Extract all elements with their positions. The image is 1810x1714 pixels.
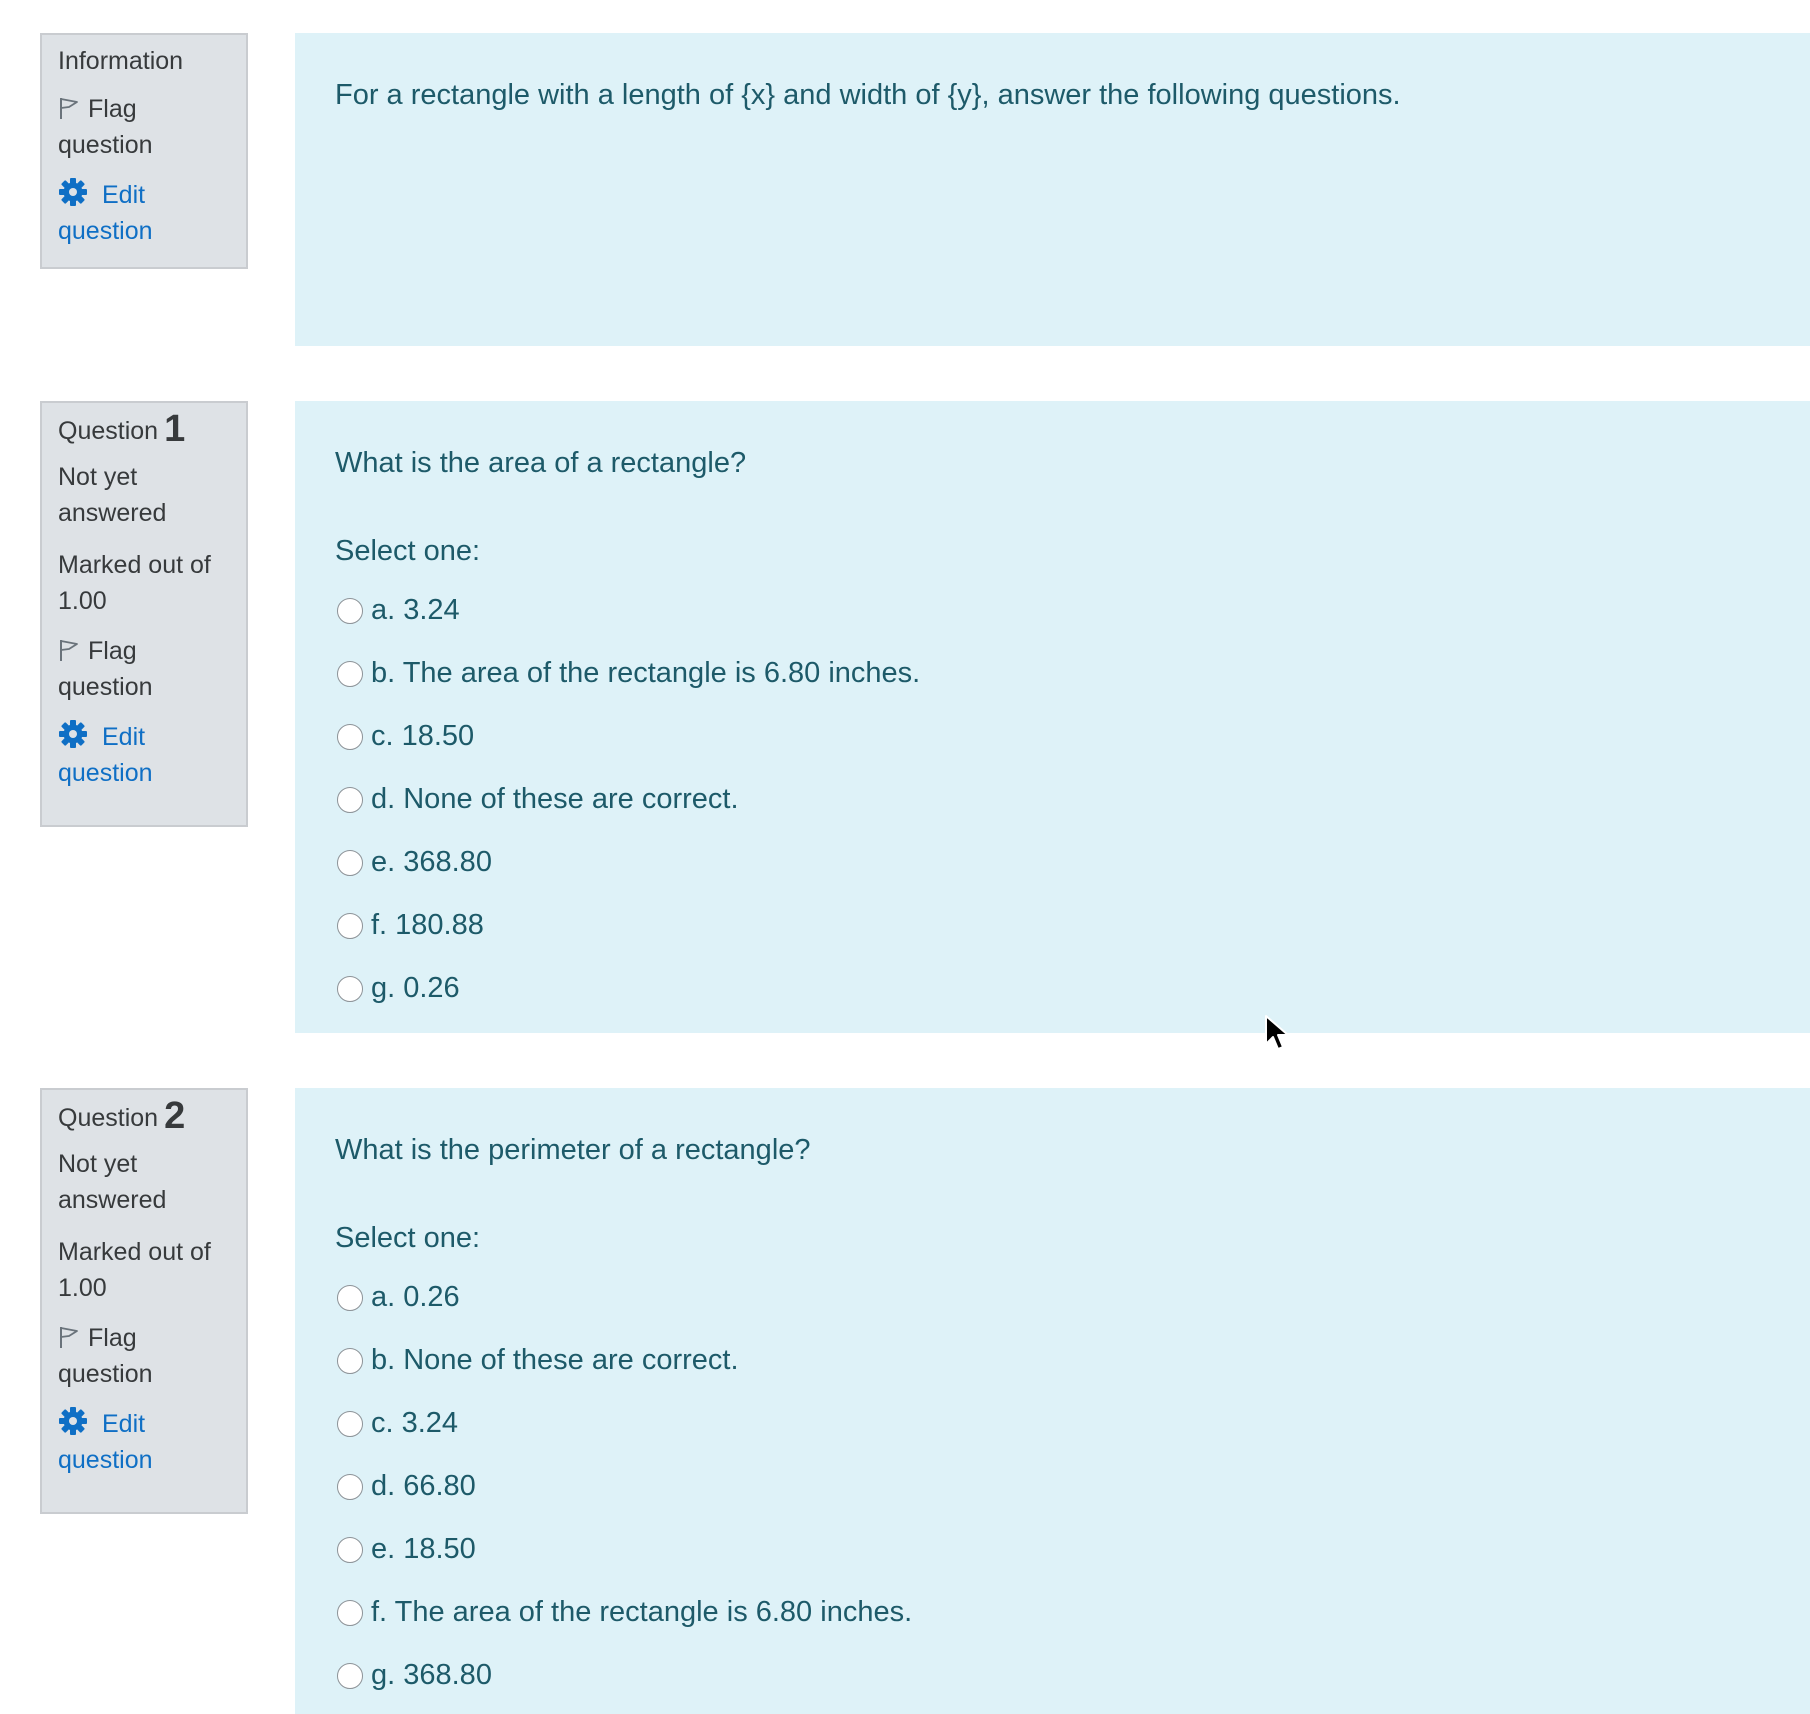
option-label: b. None of these are correct. <box>371 1344 739 1376</box>
question-title <box>58 1095 231 1137</box>
information-content <box>295 33 1810 346</box>
radio-button[interactable] <box>337 1663 363 1689</box>
question-state <box>58 459 231 531</box>
answer-option-c[interactable] <box>335 1392 1810 1455</box>
state-line-1: Not yet <box>58 463 138 491</box>
flag-label-2: question <box>58 1360 153 1388</box>
answer-options <box>335 1266 1810 1707</box>
option-label: a. 0.26 <box>371 1281 460 1313</box>
question-label: Question <box>58 417 159 445</box>
information-text: For a rectangle with a length of {x} and width of {y}, answer the following questions. <box>335 79 1401 111</box>
question-grade <box>58 547 231 619</box>
option-label: c. 3.24 <box>371 1407 459 1439</box>
flag-icon <box>58 1325 80 1349</box>
option-label: g. 0.26 <box>371 972 460 1004</box>
select-one-prompt: Select one: <box>335 1222 481 1254</box>
mouse-cursor-icon <box>1264 1014 1290 1052</box>
radio-button[interactable] <box>337 913 363 939</box>
option-label: c. 18.50 <box>371 720 475 752</box>
flag-icon <box>58 638 80 662</box>
question-label: Question <box>58 1104 159 1132</box>
flag-question-link[interactable] <box>58 1320 231 1392</box>
radio-button[interactable] <box>337 598 363 624</box>
answer-option-a[interactable] <box>335 579 1810 642</box>
edit-label: Edit <box>102 181 146 209</box>
radio-button[interactable] <box>337 1600 363 1626</box>
information-info-panel <box>40 33 248 269</box>
option-label: b. The area of the rectangle is 6.80 inches. <box>371 657 921 689</box>
flag-icon <box>58 96 80 120</box>
edit-label-2: question <box>58 1446 153 1474</box>
radio-button[interactable] <box>337 1474 363 1500</box>
option-label: g. 368.80 <box>371 1659 492 1691</box>
gear-icon <box>58 719 88 749</box>
answer-option-b[interactable] <box>335 642 1810 705</box>
answer-option-d[interactable] <box>335 1455 1810 1518</box>
radio-button[interactable] <box>337 787 363 813</box>
question-text: What is the area of a rectangle? <box>335 447 747 479</box>
edit-question-link[interactable] <box>58 1406 231 1478</box>
select-one-prompt: Select one: <box>335 535 481 567</box>
radio-button[interactable] <box>337 850 363 876</box>
option-label: e. 18.50 <box>371 1533 476 1565</box>
flag-label-2: question <box>58 673 153 701</box>
answer-option-b[interactable] <box>335 1329 1810 1392</box>
answer-option-e[interactable] <box>335 1518 1810 1581</box>
grade-line-2: 1.00 <box>58 587 107 615</box>
question-number: 2 <box>164 1095 186 1137</box>
grade-line-2: 1.00 <box>58 1274 107 1302</box>
option-label: f. The area of the rectangle is 6.80 inches. <box>371 1596 913 1628</box>
edit-label-2: question <box>58 217 153 245</box>
question-number: 1 <box>164 408 186 450</box>
radio-button[interactable] <box>337 724 363 750</box>
grade-line-1: Marked out of <box>58 1238 211 1266</box>
answer-option-e[interactable] <box>335 831 1810 894</box>
flag-label-2: question <box>58 131 153 159</box>
option-label: d. 66.80 <box>371 1470 476 1502</box>
option-label: d. None of these are correct. <box>371 783 739 815</box>
question-text: What is the perimeter of a rectangle? <box>335 1134 811 1166</box>
option-label: f. 180.88 <box>371 909 484 941</box>
grade-line-1: Marked out of <box>58 551 211 579</box>
radio-button[interactable] <box>337 1348 363 1374</box>
answer-option-g[interactable] <box>335 1644 1810 1707</box>
radio-button[interactable] <box>337 1285 363 1311</box>
edit-label-2: question <box>58 759 153 787</box>
answer-option-c[interactable] <box>335 705 1810 768</box>
flag-label: Flag <box>88 637 137 665</box>
edit-question-link[interactable] <box>58 177 231 249</box>
edit-label: Edit <box>102 723 146 751</box>
edit-question-link[interactable] <box>58 719 231 791</box>
gear-icon <box>58 1406 88 1436</box>
gear-icon <box>58 177 88 207</box>
radio-button[interactable] <box>337 976 363 1002</box>
edit-label: Edit <box>102 1410 146 1438</box>
flag-question-link[interactable] <box>58 91 231 163</box>
answer-option-f[interactable] <box>335 1581 1810 1644</box>
radio-button[interactable] <box>337 1411 363 1437</box>
answer-option-g[interactable] <box>335 957 1810 1020</box>
question-grade <box>58 1234 231 1306</box>
answer-option-a[interactable] <box>335 1266 1810 1329</box>
option-label: e. 368.80 <box>371 846 492 878</box>
radio-button[interactable] <box>337 661 363 687</box>
state-line-2: answered <box>58 1186 167 1214</box>
option-label: a. 3.24 <box>371 594 460 626</box>
state-line-1: Not yet <box>58 1150 138 1178</box>
question-2-info-panel <box>40 1088 248 1514</box>
information-title: Information <box>58 47 184 75</box>
answer-option-f[interactable] <box>335 894 1810 957</box>
flag-label: Flag <box>88 95 137 123</box>
flag-question-link[interactable] <box>58 633 231 705</box>
flag-label: Flag <box>88 1324 137 1352</box>
question-2-content <box>295 1088 1810 1714</box>
radio-button[interactable] <box>337 1537 363 1563</box>
question-1-content <box>295 401 1810 1033</box>
answer-options <box>335 579 1810 1020</box>
answer-option-d[interactable] <box>335 768 1810 831</box>
question-title <box>58 408 231 450</box>
question-state <box>58 1146 231 1218</box>
question-1-info-panel <box>40 401 248 827</box>
state-line-2: answered <box>58 499 167 527</box>
